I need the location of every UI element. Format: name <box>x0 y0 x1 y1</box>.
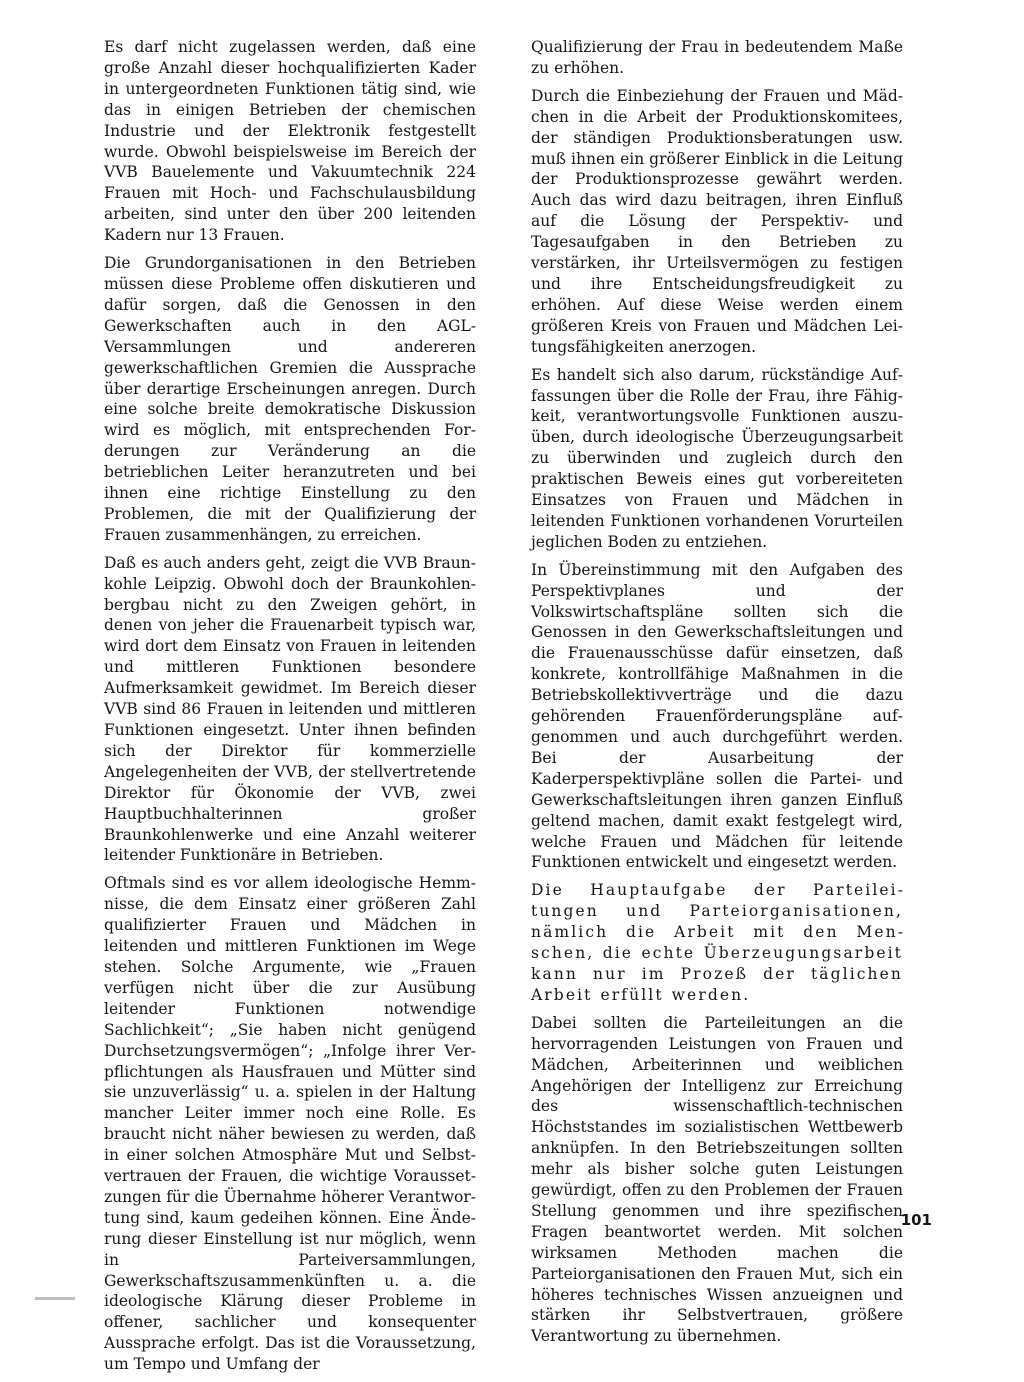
paragraph-produktionskomitees: Durch die Einbeziehung der Frauen und Mädchen in die Arbeit der Produktionskomitees, der ständigen Produktionsberatungen usw. muß ihnen ein größerer Einblick in die Leitung der Produktionsprozesse gewährt werden. Auch das wird dazu beitragen, ihren Einfluß auf die Lösung der Perspektiv- und Tagesaufgaben in den Betrieben zu verstärken, ihr Urteilsvermögen zu festigen und ihre Entscheidungsfreudigkeit zu erhöhen. Auf diese Weise werden einem größeren Kreis von Frauen und Mädchen Leitungsfähigkeiten anerzogen. <box>531 86 903 356</box>
paragraph-ideologische-hemmnisse: Oftmals sind es vor allem ideologische Hemmnisse, die dem Einsatz einer größeren Zahl qualifizierter Frauen und Mädchen in leitenden und mittleren Funktionen im Wege stehen. Solche Argumente, wie „Frauen verfügen nicht über die zur Ausübung leitender Funktionen notwendige Sachlichkeit“; „Sie haben nicht genügend Durchsetzungsvermögen“; „Infolge ihrer Verpflichtungen als Hausfrauen und Mütter sind sie unzuverlässig“ u. a. spielen in der Haltung mancher Leiter immer noch eine Rolle. Es braucht nicht näher bewiesen zu werden, daß in einer solchen Atmosphäre Mut und Selbstvertrauen der Frauen, die wichtige Voraussetzungen für die Übernahme höherer Verantwortung sind, kaum gedeihen können. Eine Änderung dieser Einstellung ist nur möglich, wenn in Parteiversammlungen, Gewerkschaftszusammenkünften u. a. die ideologische Klärung dieser Probleme in offener, sachlicher und konsequenter Aussprache erfolgt. Das ist die Voraussetzung, um Tempo und Umfang der <box>104 874 476 1374</box>
paragraph-continuation: Qualifizierung der Frau in bedeutendem Maße zu erhöhen. <box>531 38 903 77</box>
right-column <box>531 37 903 1354</box>
paragraph-betriebszeitungen: Dabei sollten die Parteileitungen an die hervorragenden Leistungen von Frauen und Mädchen, Arbeiterinnen und weiblichen Angehörigen der Intelligenz zur Erreichung des wissenschaftlich-technischen Höchststandes im sozialistischen Wettbewerb anknüpfen. In den Betriebszeitungen sollten mehr als bisher solche guten Leistungen gewürdigt, offen zu den Problemen der Frauen Stellung genommen und ihre spezifischen Fragen beantwortet werden. Mit solchen wirksamen Methoden machen die Parteiorganisationen den Frauen Mut, sich ein höheres technisches Wissen anzueignen und stärken ihr Selbstvertrauen, größere Verantwortung zu übernehmen. <box>531 1013 903 1346</box>
paragraph-hauptaufgabe-emphasis: Die Hauptaufgabe der Parteileitungen und Parteiorganisationen, nämlich die Arbeit mit den Menschen, die echte Überzeugungsarbeit kann nur im Prozeß der täglichen Arbeit erfüllt werden. <box>531 881 903 1004</box>
paragraph-grundorganisationen: Die Grundorganisationen in den Betrieben müssen diese Probleme offen diskutieren und dafür sorgen, daß die Genossen in den Gewerkschaften auch in den AGL-Versammlungen und andereren gewerkschaftlichen Gremien die Aussprache über derartige Erscheinungen anregen. Durch eine solche breite demokratische Diskussion wird es möglich, mit entsprechenden Forderungen zur Veränderung an die betrieblichen Leiter heranzutreten und bei ihnen eine richtige Einstellung zu den Problemen, die mit der Qualifizierung der Frauen zusammenhängen, zu erreichen. <box>104 254 476 544</box>
page-number: 101 <box>900 1211 932 1229</box>
paragraph-perspektivplan: In Übereinstimmung mit den Aufgaben des Perspektivplanes und der Volkswirtschaftspläne sollten sich die Genossen in den Gewerkschaftsleitungen und die Frauenausschüsse dafür einsetzen, daß konkrete, kontrollfähige Maßnahmen in die Betriebskollektivverträge und die dazu gehörenden Frauenförderungspläne aufgenommen und auch durchgeführt werden. Bei der Ausarbeitung der Kaderperspektivpläne sollen die Partei- und Gewerkschaftsleitungen ihren ganzen Einfluß geltend machen, damit exakt festgelegt wird, welche Frauen und Mädchen für leitende Funktionen entwickelt und eingesetzt werden. <box>531 560 903 872</box>
paragraph-vvb-braunkohle: Daß es auch anders geht, zeigt die VVB Braunkohle Leipzig. Obwohl doch der Braunkohlenbergbau nicht zu den Zweigen gehört, in denen von jeher die Frauenarbeit typisch war, wird dort dem Einsatz von Frauen in leitenden und mittleren Funktionen besondere Aufmerksamkeit gewidmet. Im Bereich dieser VVB sind 86 Frauen in leitenden und mittleren Funktionen eingesetzt. Unter ihnen befinden sich der Direktor für kommerzielle Angelegenheiten der VVB, der stellvertretende Direktor für Ökonomie der VVB, zwei Hauptbuchhalterinnen großer Braunkohlenwerke und eine Anzahl weiterer leitender Funktionäre in Betrieben. <box>104 553 476 865</box>
scan-mark <box>35 1297 75 1300</box>
paragraph-kader-qualifizierung: Es darf nicht zugelassen werden, daß eine große Anzahl dieser hochqualifizierten Kader in untergeordneten Funktionen tätig sind, wie das in einigen Betrieben der chemischen Industrie und der Elektronik festgestellt wurde. Obwohl beispielsweise im Bereich der VVB Bauelemente und Vakuumtechnik 224 Frauen mit Hoch- und Fachschulausbildung arbeiten, sind unter den über 200 leitenden Kadern nur 13 Frauen. <box>104 38 476 245</box>
paragraph-rueckstaendige-auffassungen: Es handelt sich also darum, rückständige Auffassungen über die Rolle der Frau, ihre Fähigkeit, verantwortungsvolle Funktionen auszuüben, durch ideologische Überzeugungsarbeit zu überwinden und zugleich durch den praktischen Beweis eines gut vorbereiteten Einsatzes von Frauen und Mädchen in leitenden Funktionen vorhandenen Vorurteilen jeglichen Boden zu entziehen. <box>531 365 903 551</box>
left-column <box>104 37 476 1382</box>
